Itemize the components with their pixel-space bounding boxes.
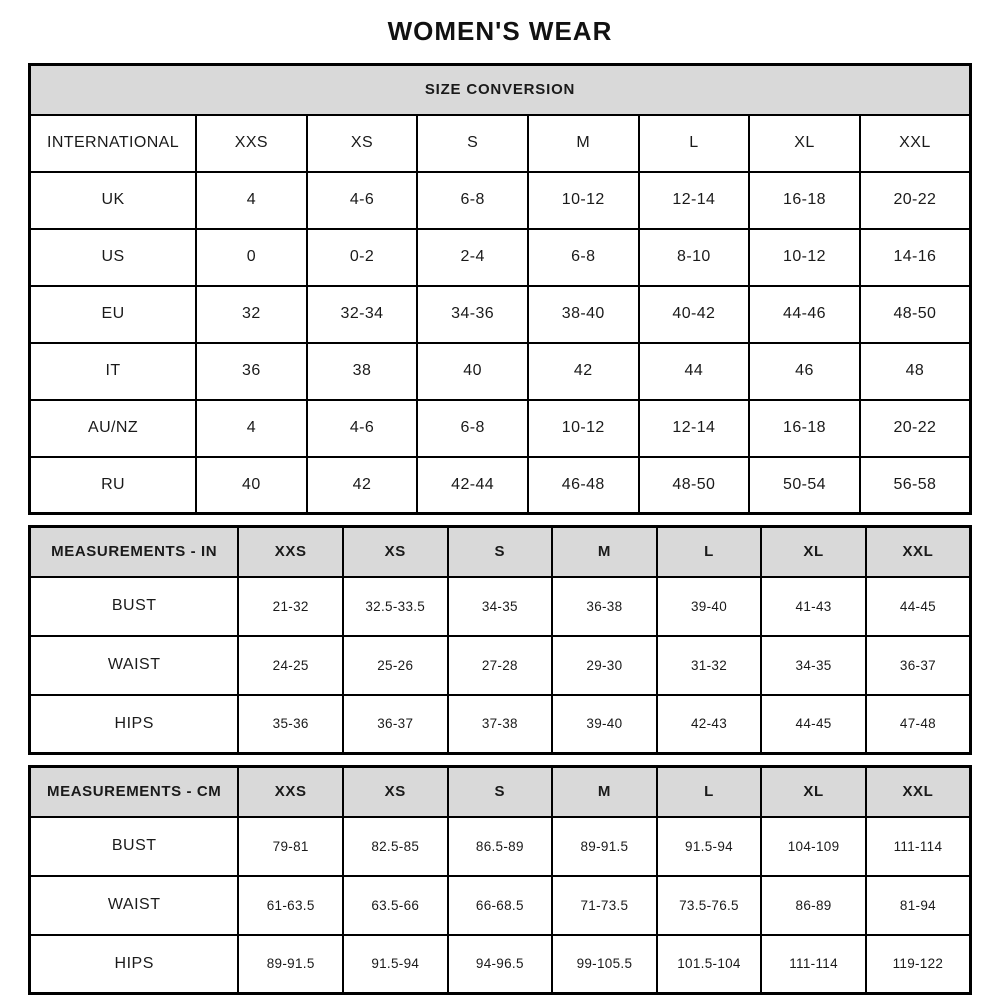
table-row — [30, 286, 971, 343]
table-cell: 20-22 — [860, 172, 971, 229]
table-cell: 42-44 — [417, 457, 528, 514]
table-cell: 56-58 — [860, 457, 971, 514]
table-row — [30, 817, 971, 876]
size-column-header: XXS — [238, 767, 343, 817]
table-cell: 10-12 — [528, 400, 639, 457]
table-cell: 99-105.5 — [552, 935, 657, 994]
table-cell: 16-18 — [749, 172, 860, 229]
table-cell: 42-43 — [657, 695, 762, 754]
size-column-header: XXS — [238, 527, 343, 577]
table-row — [30, 695, 971, 754]
table-row — [30, 577, 971, 636]
table-cell: 39-40 — [657, 577, 762, 636]
size-column-header: S — [417, 115, 528, 172]
table-cell: 111-114 — [866, 817, 971, 876]
size-column-header: XS — [307, 115, 418, 172]
table-cell: 34-35 — [448, 577, 553, 636]
table-cell: 10-12 — [528, 172, 639, 229]
size-conversion-table — [28, 63, 972, 515]
table-cell: 36-37 — [866, 636, 971, 695]
table-cell: 36-38 — [552, 577, 657, 636]
size-column-header: XXL — [866, 767, 971, 817]
table-cell: 38-40 — [528, 286, 639, 343]
size-column-header: XL — [749, 115, 860, 172]
table-cell: 47-48 — [866, 695, 971, 754]
table-cell: 8-10 — [639, 229, 750, 286]
table-cell: 0-2 — [307, 229, 418, 286]
table-cell: 36-37 — [343, 695, 448, 754]
table-cell: 91.5-94 — [343, 935, 448, 994]
table-cell: 6-8 — [417, 172, 528, 229]
size-column-header: L — [639, 115, 750, 172]
table-cell: 48-50 — [639, 457, 750, 514]
table-cell: 91.5-94 — [657, 817, 762, 876]
table-cell: 82.5-85 — [343, 817, 448, 876]
table-cell: 41-43 — [761, 577, 866, 636]
row-label: RU — [30, 457, 197, 514]
size-column-header: XXS — [196, 115, 307, 172]
row-label: AU/NZ — [30, 400, 197, 457]
table-row — [30, 636, 971, 695]
table-cell: 27-28 — [448, 636, 553, 695]
table-cell: 32-34 — [307, 286, 418, 343]
table-cell: 89-91.5 — [238, 935, 343, 994]
table-cell: 73.5-76.5 — [657, 876, 762, 935]
table-row — [30, 935, 971, 994]
row-label: HIPS — [30, 935, 239, 994]
table-cell: 48 — [860, 343, 971, 400]
size-column-header: XXL — [866, 527, 971, 577]
table-cell: 14-16 — [860, 229, 971, 286]
table-cell: 66-68.5 — [448, 876, 553, 935]
size-column-header: XXL — [860, 115, 971, 172]
table-banner: SIZE CONVERSION — [30, 65, 971, 115]
column-header-row — [30, 527, 971, 577]
table-cell: 29-30 — [552, 636, 657, 695]
size-column-header: S — [448, 767, 553, 817]
table-row — [30, 172, 971, 229]
size-column-header: XS — [343, 527, 448, 577]
table-cell: 119-122 — [866, 935, 971, 994]
table-cell: 81-94 — [866, 876, 971, 935]
table-cell: 20-22 — [860, 400, 971, 457]
size-column-header: XL — [761, 767, 866, 817]
table-cell: 40 — [417, 343, 528, 400]
table-cell: 42 — [528, 343, 639, 400]
table-cell: 36 — [196, 343, 307, 400]
table-cell: 34-35 — [761, 636, 866, 695]
tables-container — [28, 63, 972, 995]
table-cell: 6-8 — [417, 400, 528, 457]
table-cell: 40-42 — [639, 286, 750, 343]
table-cell: 48-50 — [860, 286, 971, 343]
table-cell: 86.5-89 — [448, 817, 553, 876]
table-cell: 37-38 — [448, 695, 553, 754]
measurements-in-table — [28, 525, 972, 755]
row-label-header: INTERNATIONAL — [30, 115, 197, 172]
table-row — [30, 876, 971, 935]
table-cell: 44-45 — [761, 695, 866, 754]
table-cell: 50-54 — [749, 457, 860, 514]
table-cell: 40 — [196, 457, 307, 514]
row-label: EU — [30, 286, 197, 343]
table-cell: 21-32 — [238, 577, 343, 636]
table-cell: 79-81 — [238, 817, 343, 876]
table-cell: 4-6 — [307, 400, 418, 457]
measurements-cm-table — [28, 765, 972, 995]
size-column-header: L — [657, 527, 762, 577]
table-cell: 63.5-66 — [343, 876, 448, 935]
table-cell: 24-25 — [238, 636, 343, 695]
table-cell: 71-73.5 — [552, 876, 657, 935]
size-column-header: XL — [761, 527, 866, 577]
table-cell: 42 — [307, 457, 418, 514]
row-label: WAIST — [30, 876, 239, 935]
row-label-header: MEASUREMENTS - IN — [30, 527, 239, 577]
table-cell: 31-32 — [657, 636, 762, 695]
table-cell: 104-109 — [761, 817, 866, 876]
table-cell: 16-18 — [749, 400, 860, 457]
table-cell: 44-46 — [749, 286, 860, 343]
size-column-header: L — [657, 767, 762, 817]
table-cell: 12-14 — [639, 400, 750, 457]
size-column-header: M — [552, 767, 657, 817]
table-cell: 10-12 — [749, 229, 860, 286]
table-cell: 4-6 — [307, 172, 418, 229]
table-cell: 94-96.5 — [448, 935, 553, 994]
table-cell: 38 — [307, 343, 418, 400]
table-cell: 86-89 — [761, 876, 866, 935]
table-cell: 12-14 — [639, 172, 750, 229]
table-cell: 4 — [196, 400, 307, 457]
table-cell: 6-8 — [528, 229, 639, 286]
table-cell: 44-45 — [866, 577, 971, 636]
table-cell: 32.5-33.5 — [343, 577, 448, 636]
table-cell: 32 — [196, 286, 307, 343]
table-cell: 0 — [196, 229, 307, 286]
table-row — [30, 400, 971, 457]
row-label-header: MEASUREMENTS - CM — [30, 767, 239, 817]
table-row — [30, 229, 971, 286]
row-label: IT — [30, 343, 197, 400]
row-label: HIPS — [30, 695, 239, 754]
size-column-header: M — [552, 527, 657, 577]
page-title: WOMEN'S WEAR — [387, 16, 613, 46]
table-row — [30, 343, 971, 400]
table-cell: 39-40 — [552, 695, 657, 754]
row-label: UK — [30, 172, 197, 229]
table-cell: 25-26 — [343, 636, 448, 695]
table-cell: 89-91.5 — [552, 817, 657, 876]
table-cell: 111-114 — [761, 935, 866, 994]
row-label: WAIST — [30, 636, 239, 695]
size-column-header: M — [528, 115, 639, 172]
table-cell: 61-63.5 — [238, 876, 343, 935]
row-label: BUST — [30, 577, 239, 636]
table-cell: 4 — [196, 172, 307, 229]
row-label: US — [30, 229, 197, 286]
table-cell: 44 — [639, 343, 750, 400]
size-column-header: S — [448, 527, 553, 577]
column-header-row — [30, 767, 971, 817]
table-cell: 46-48 — [528, 457, 639, 514]
table-cell: 34-36 — [417, 286, 528, 343]
size-column-header: XS — [343, 767, 448, 817]
table-cell: 2-4 — [417, 229, 528, 286]
row-label: BUST — [30, 817, 239, 876]
table-cell: 35-36 — [238, 695, 343, 754]
table-cell: 101.5-104 — [657, 935, 762, 994]
table-banner-row — [30, 65, 971, 115]
column-header-row — [30, 115, 971, 172]
table-cell: 46 — [749, 343, 860, 400]
table-row — [30, 457, 971, 514]
